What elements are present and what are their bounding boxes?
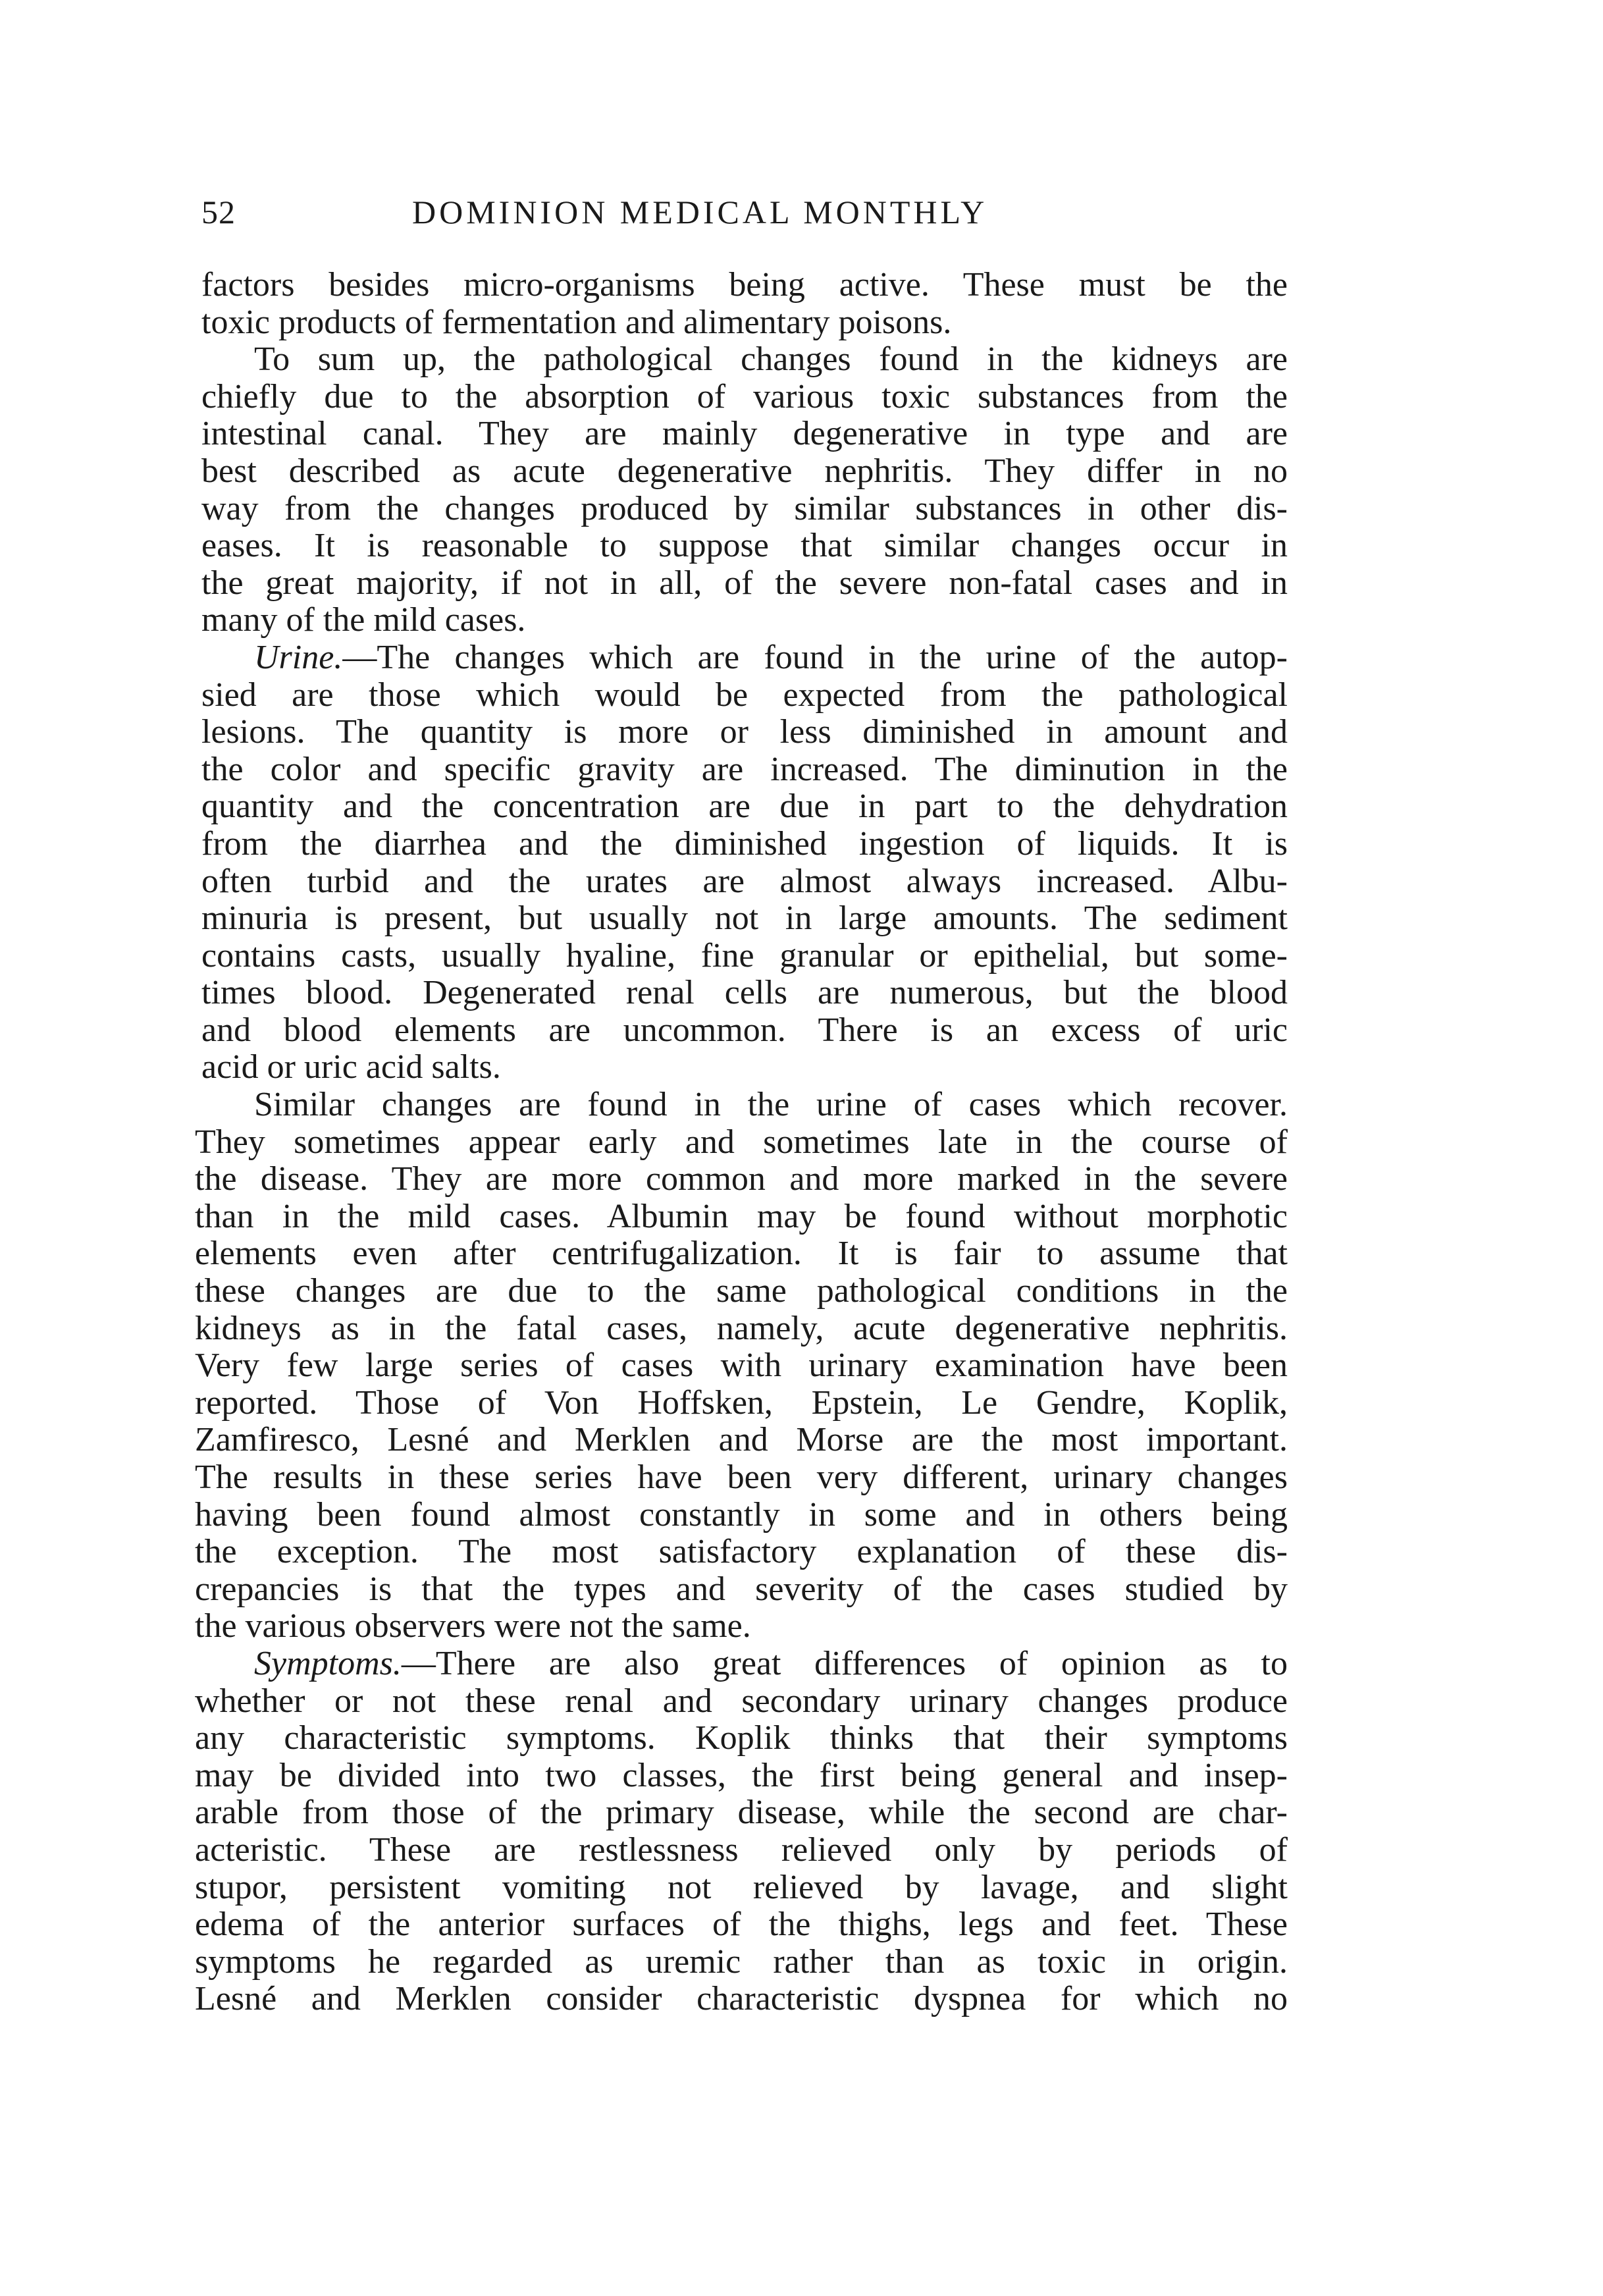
section-lead-urine: Urine. <box>254 638 343 676</box>
text-line: reported. Those of Von Hoffsken, Epstein, Le Gendre, Koplik, <box>195 1383 1288 1422</box>
page-number: 52 <box>201 194 236 230</box>
text-line: than in the mild cases. Albumin may be found without morphotic <box>195 1197 1288 1235</box>
text-line: Zamfiresco, Lesné and Merklen and Morse are the most important. <box>195 1421 1288 1459</box>
text-line: stupor, persistent vomiting not relieved by lavage, and slight <box>195 1868 1288 1906</box>
section-lead-symptoms: Symptoms. <box>254 1644 402 1682</box>
text-line: factors besides micro-organisms being active. These must be the <box>201 266 1288 304</box>
text-line: arable from those of the primary disease, while the second are char- <box>195 1794 1288 1832</box>
text-line: best described as acute degenerative nephritis. They differ in no <box>201 452 1288 490</box>
text-line: kidneys as in the fatal cases, namely, acute degenerative nephritis. <box>195 1309 1288 1347</box>
text-line: Similar changes are found in the urine of cases which recover. <box>254 1086 1288 1124</box>
text-line: sied are those which would be expected from the pathological <box>201 676 1288 714</box>
text-line: and blood elements are uncommon. There is an excess of uric <box>201 1011 1288 1049</box>
running-head: DOMINION MEDICAL MONTHLY <box>412 194 988 230</box>
page-header <box>201 192 1288 245</box>
text-line: any characteristic symptoms. Koplik thinks that their symptoms <box>195 1719 1288 1757</box>
text-line: the great majority, if not in all, of the severe non-fatal cases and in <box>201 564 1288 602</box>
text-line: may be divided into two classes, the first being general and insep- <box>195 1756 1288 1794</box>
text-line: the exception. The most satisfactory explanation of these dis- <box>195 1533 1288 1571</box>
text-line: the color and specific gravity are increased. The diminution in the <box>201 750 1288 788</box>
text-line: edema of the anterior surfaces of the thighs, legs and feet. These <box>195 1906 1288 1944</box>
text-line-rest: —There are also great differences of opinion as to <box>401 1644 1288 1682</box>
text-line: minuria is present, but usually not in large amounts. The sediment <box>201 899 1288 938</box>
text-line-rest: —The changes which are found in the urine of the autop- <box>342 638 1288 676</box>
text-line: times blood. Degenerated renal cells are numerous, but the blood <box>201 974 1288 1012</box>
text-line: the various observers were not the same. <box>195 1607 751 1645</box>
text-line: chiefly due to the absorption of various toxic substances from the <box>201 377 1288 415</box>
text-line: acid or uric acid salts. <box>201 1048 501 1086</box>
text-line: way from the changes produced by similar substances in other dis- <box>201 489 1288 527</box>
text-line: toxic products of fermentation and alimentary poisons. <box>201 303 952 341</box>
text-line: often turbid and the urates are almost always increased. Albu- <box>201 862 1288 900</box>
text-line: the disease. They are more common and more marked in the severe <box>195 1160 1288 1198</box>
text-line: whether or not these renal and secondary urinary changes produce <box>195 1682 1288 1720</box>
text-line: many of the mild cases. <box>201 601 526 639</box>
text-line: To sum up, the pathological changes found in the kidneys are <box>254 340 1288 379</box>
article-body <box>195 267 1288 2018</box>
text-line: eases. It is reasonable to suppose that similar changes occur in <box>201 527 1288 565</box>
text-line: Very few large series of cases with urinary examination have been <box>195 1347 1288 1385</box>
text-line <box>195 1645 1288 1683</box>
text-line: acteristic. These are restlessness relieved only by periods of <box>195 1830 1288 1869</box>
text-line: quantity and the concentration are due in part to the dehydration <box>201 788 1288 826</box>
text-line: Lesné and Merklen consider characteristic dyspnea for which no <box>195 1980 1288 2018</box>
text-line: symptoms he regarded as uremic rather than as toxic in origin. <box>195 1942 1288 1981</box>
text-line: crepancies is that the types and severity of the cases studied by <box>195 1570 1288 1608</box>
text-line: these changes are due to the same pathological conditions in the <box>195 1272 1288 1310</box>
text-line: lesions. The quantity is more or less diminished in amount and <box>201 713 1288 751</box>
text-line: elements even after centrifugalization. It is fair to assume that <box>195 1235 1288 1273</box>
text-line: from the diarrhea and the diminished ingestion of liquids. It is <box>201 824 1288 863</box>
text-line: contains casts, usually hyaline, fine granular or epithelial, but some- <box>201 936 1288 974</box>
text-line: intestinal canal. They are mainly degenerative in type and are <box>201 415 1288 453</box>
text-line: having been found almost constantly in some and in others being <box>195 1495 1288 1534</box>
text-line: The results in these series have been very different, urinary changes <box>195 1458 1288 1496</box>
text-line: They sometimes appear early and sometimes late in the course of <box>195 1123 1288 1161</box>
text-line <box>195 639 1288 677</box>
